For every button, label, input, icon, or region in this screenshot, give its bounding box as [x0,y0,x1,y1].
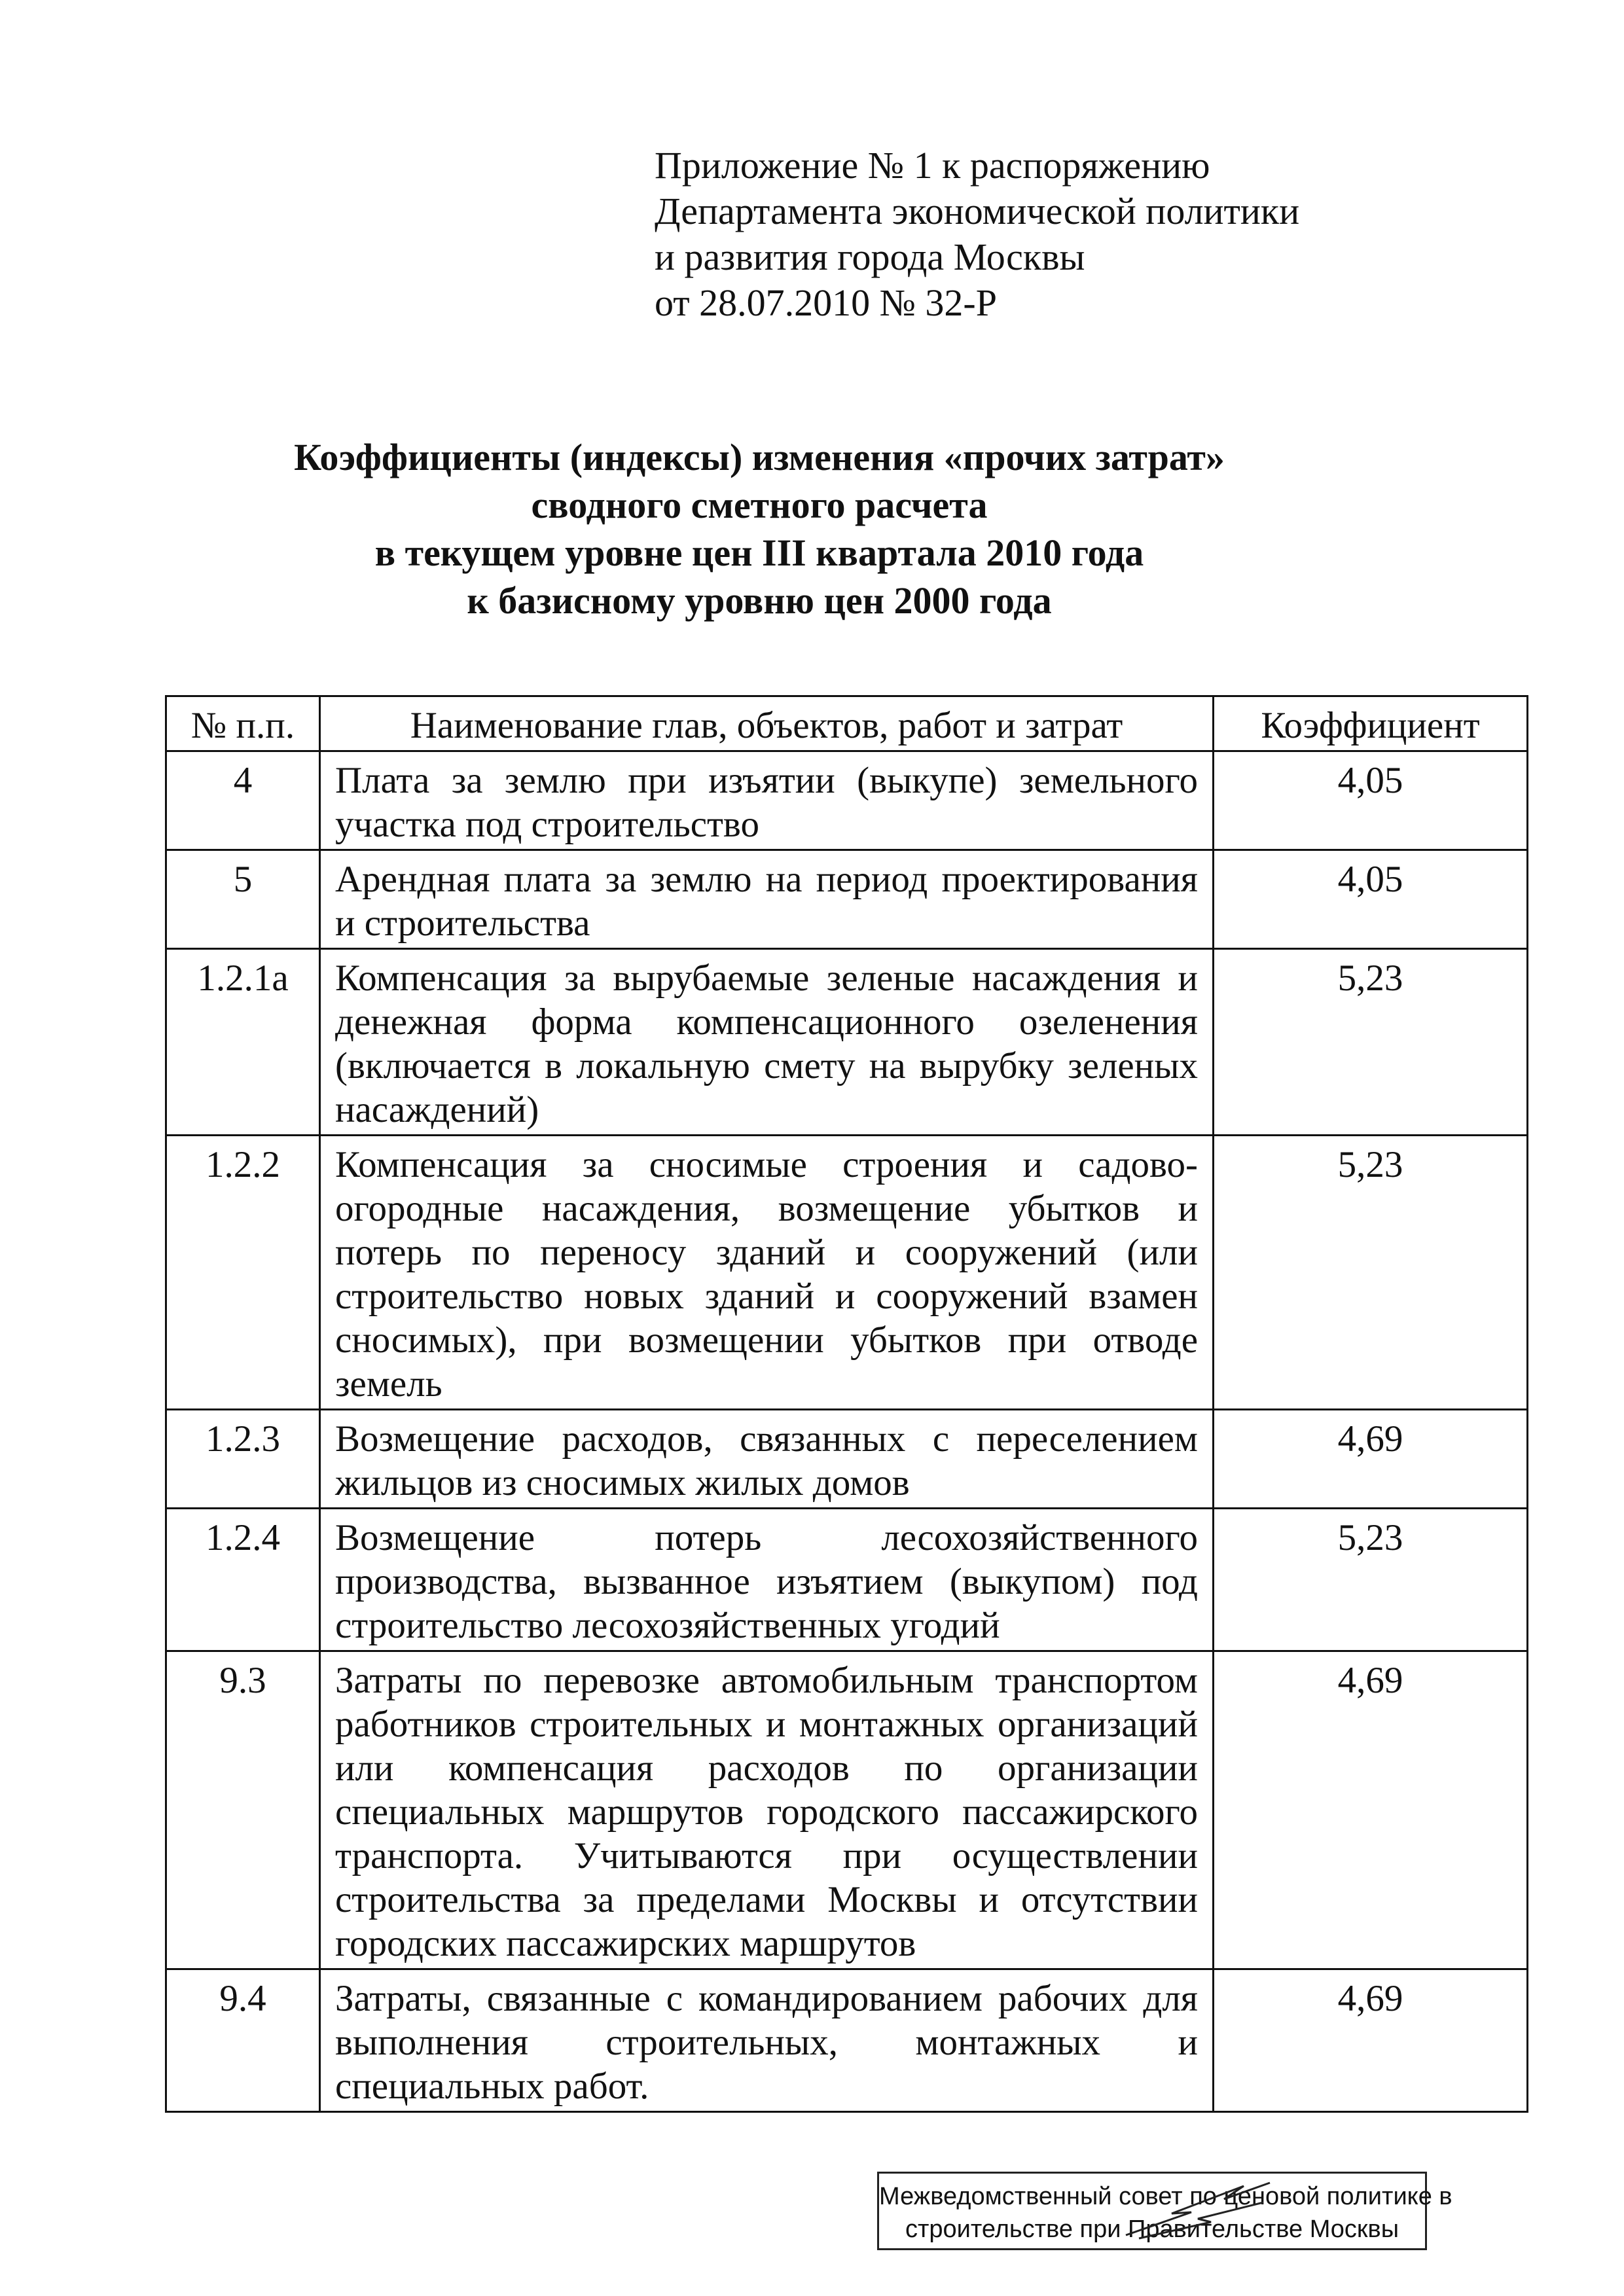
row-name: Плата за землю при изъятии (выкупе) земельного участка под строительство [320,751,1214,850]
row-name: Компенсация за вырубаемые зеленые насаждения и денежная форма компенсационного озеленения (включается в локальную смету на вырубку зеленых насаждений) [320,949,1214,1136]
title-line: к базисному уровню цен 2000 года [467,579,1052,622]
table-row [166,1651,1528,1969]
table-row [166,949,1528,1136]
row-name: Возмещение потерь лесохозяйственного производства, вызванное изъятием (выкупом) под строительство лесохозяйственных угодий [320,1509,1214,1651]
row-number: 1.2.4 [166,1509,320,1651]
coefficients-table [165,695,1528,2113]
table-row [166,1410,1528,1509]
title-line: Коэффициенты (индексы) изменения «прочих затрат» [294,436,1225,478]
appendix-line: и развития города Москвы [655,236,1085,278]
row-name: Компенсация за сносимые строения и садово-огородные насаждения, возмещение убытков и потерь по переносу зданий и сооружений (или строительство новых зданий и сооружений взамен сносимых), при возмещении убытков при отводе земель [320,1136,1214,1410]
row-number: 9.4 [166,1969,320,2112]
row-name: Затраты, связанные с командированием рабочих для выполнения строительных, монтажных и специальных работ. [320,1969,1214,2112]
row-name: Возмещение расходов, связанных с переселением жильцов из сносимых жилых домов [320,1410,1214,1509]
stamp-line: Межведомственный совет по ценовой политике в [879,2183,1453,2210]
row-coefficient: 5,23 [1214,1509,1528,1651]
council-stamp [877,2172,1453,2250]
row-coefficient: 5,23 [1214,1136,1528,1410]
row-number: 1.2.2 [166,1136,320,1410]
header-coefficient: Коэффициент [1214,696,1528,751]
row-name: Арендная плата за землю на период проектирования и строительства [320,850,1214,949]
row-coefficient: 4,05 [1214,850,1528,949]
table-row [166,850,1528,949]
table-header-row [166,696,1528,751]
row-number: 1.2.3 [166,1410,320,1509]
table-row [166,1969,1528,2112]
row-coefficient: 4,05 [1214,751,1528,850]
appendix-header [655,143,1440,326]
row-number: 5 [166,850,320,949]
row-coefficient: 5,23 [1214,949,1528,1136]
appendix-line: от 28.07.2010 № 32-Р [655,281,997,324]
row-coefficient: 4,69 [1214,1410,1528,1509]
row-number: 1.2.1а [166,949,320,1136]
row-coefficient: 4,69 [1214,1969,1528,2112]
title-line: сводного сметного расчета [531,484,988,526]
table-row [166,1509,1528,1651]
table-row [166,751,1528,850]
title-line: в текущем уровне цен III квартала 2010 года [374,531,1144,574]
row-name: Затраты по перевозке автомобильным транспортом работников строительных и монтажных организаций или компенсация расходов по организации специальных маршрутов городского пассажирского транспорта. Учитываются при осуществлении строительства за пределами Москвы и отсутствии городских пассажирских маршрутов [320,1651,1214,1969]
stamp-line: строительстве при Правительстве Москвы [905,2215,1399,2243]
row-number: 4 [166,751,320,850]
header-number: № п.п. [166,696,320,751]
appendix-line: Приложение № 1 к распоряжению [655,144,1210,187]
header-name: Наименование глав, объектов, работ и затрат [320,696,1214,751]
table-row [166,1136,1528,1410]
document-title [170,433,1348,624]
row-number: 9.3 [166,1651,320,1969]
row-coefficient: 4,69 [1214,1651,1528,1969]
appendix-line: Департамента экономической политики [655,190,1300,232]
